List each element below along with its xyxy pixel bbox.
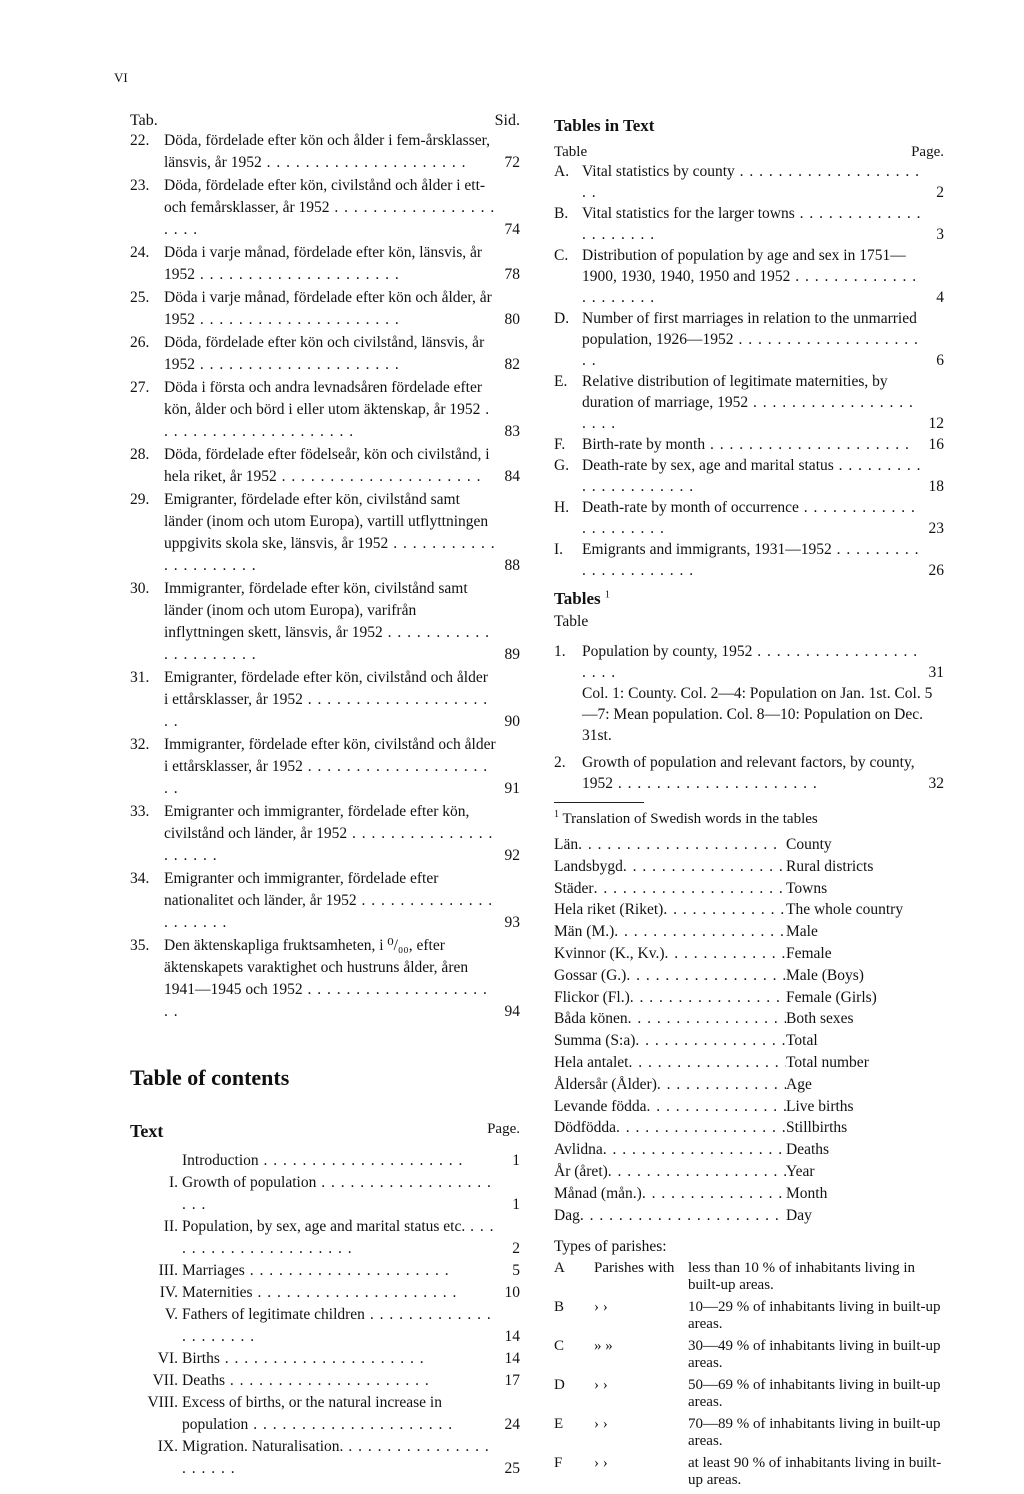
text-table-letter: C. — [554, 247, 569, 264]
glossary-english: Total — [786, 1032, 818, 1050]
glossary-swedish: Städer . . . — [554, 878, 786, 900]
table-page: 32 — [928, 775, 944, 792]
toc-text: Population, by sex, age and marital status etc. . . . — [182, 1216, 498, 1260]
entry-text: Immigranter, fördelade efter kön, civilstånd samt länder (inom och utom Europa), varifrån inflyttningen skett, länsvis, år 1952 . . . — [164, 578, 496, 666]
glossary-swedish: Hela riket (Riket) . . . — [554, 899, 786, 921]
glossary-row — [554, 1096, 944, 1118]
parish-type-letter: D › › — [554, 1377, 608, 1394]
toc-page-label: Page. — [487, 1121, 520, 1137]
toc-subheader — [130, 1121, 520, 1142]
entry-number: 28. — [130, 446, 150, 463]
parish-type-row — [554, 1455, 944, 1489]
parish-type-text: 70—89 % of inhabitants living in built-up areas. — [688, 1416, 941, 1450]
text-table-text: Emigrants and immigrants, 1931—1952 . . . — [582, 539, 922, 581]
tab-label: Tab. — [130, 112, 158, 129]
entry-text: Emigranter, fördelade efter kön, civilstånd och ålder i ettårsklasser, år 1952 . . . — [164, 667, 496, 733]
glossary-english: Female — [786, 944, 832, 962]
toc-text: Migration. Naturalisation. . . . — [182, 1436, 498, 1480]
table-page: 31 — [928, 664, 944, 681]
entry-text: Emigranter och immigranter, fördelade efter nationalitet och länder, år 1952 . . . — [164, 868, 496, 934]
list-item — [130, 868, 520, 934]
entry-number: 30. — [130, 580, 150, 597]
text-table-text: Birth-rate by month . . . — [582, 434, 922, 455]
glossary-english: The whole country — [786, 901, 904, 919]
tables-in-text-title: Tables in Text — [554, 116, 655, 135]
toc-item — [130, 1348, 520, 1370]
entry-page: 91 — [504, 780, 520, 797]
entry-page: 74 — [504, 221, 520, 238]
toc-text: Growth of population . . . — [182, 1172, 498, 1216]
toc-roman: IX. — [157, 1438, 178, 1455]
entry-page: 80 — [504, 311, 520, 328]
toc-page: 14 — [504, 1350, 520, 1367]
tables-list — [554, 641, 944, 794]
footnote: $^1$ Translation of Swedish words in the tables — [554, 809, 818, 827]
text-table-text: Distribution of population by age and sex in 1751—1900, 1930, 1940, 1950 and 1952 . . . — [582, 245, 922, 308]
text-table-page: 3 — [936, 226, 944, 243]
toc-item — [130, 1392, 520, 1436]
entry-number: 22. — [130, 132, 150, 149]
entry-text: Emigranter och immigranter, fördelade efter kön, civilstånd och länder, år 1952 . . . — [164, 801, 496, 867]
list-item — [130, 242, 520, 286]
glossary-swedish: Hela antalet . . . — [554, 1052, 786, 1074]
entry-text: Döda, fördelade efter kön och ålder i fem-årsklasser, länsvis, år 1952 . . . — [164, 130, 496, 174]
text-table-letter: A. — [554, 163, 570, 180]
entry-number: 33. — [130, 803, 150, 820]
toc-roman: IV. — [159, 1284, 178, 1301]
toc-item — [130, 1282, 520, 1304]
footnote-divider — [554, 802, 644, 803]
glossary-english: Day — [786, 1206, 812, 1224]
glossary-row — [554, 1205, 944, 1227]
entry-number: 34. — [130, 870, 150, 887]
glossary-swedish: Avlidna . . . — [554, 1139, 786, 1161]
toc-roman — [130, 1150, 182, 1172]
glossary-swedish: Levande födda . . . — [554, 1096, 786, 1118]
table-number: 1. — [554, 643, 566, 660]
entry-number: 23. — [130, 177, 150, 194]
glossary-row — [554, 965, 944, 987]
text-table-page: 12 — [928, 415, 944, 432]
text-table-page: 23 — [928, 520, 944, 537]
text-tables-list — [554, 161, 944, 581]
table-number: 2. — [554, 754, 566, 771]
toc-page: 25 — [504, 1460, 520, 1477]
glossary-swedish: Dag . . . — [554, 1205, 786, 1227]
text-table-text: Death-rate by sex, age and marital status . . . — [582, 455, 922, 497]
glossary-swedish: Män (M.) . . . — [554, 921, 786, 943]
list-item — [130, 667, 520, 733]
glossary-english: Male — [786, 923, 818, 941]
text-table-item — [554, 371, 944, 434]
list-item — [130, 130, 520, 174]
text-table-text: Death-rate by month of occurrence . . . — [582, 497, 922, 539]
glossary-english: Total number — [786, 1053, 869, 1071]
entry-text: Döda, fördelade efter kön och civilstånd, länsvis, år 1952 . . . — [164, 332, 496, 376]
glossary-english: Rural districts — [786, 857, 874, 875]
text-table-page: 6 — [936, 352, 944, 369]
entry-page: 83 — [504, 423, 520, 440]
toc-item — [130, 1150, 520, 1172]
text-table-item — [554, 161, 944, 203]
glossary-row — [554, 921, 944, 943]
text-table-text: Vital statistics by county . . . — [582, 161, 922, 203]
glossary-row — [554, 1008, 944, 1030]
toc-text: Births . . . — [182, 1348, 498, 1370]
text-table-item — [554, 497, 944, 539]
text-table-page: 2 — [936, 184, 944, 201]
entry-text: Den äktenskapliga fruktsamheten, i ⁰/₀₀, efter äktenskapets varaktighet och hustruns ålder, åren 1941—1945 och 1952 . . . — [164, 935, 496, 1023]
parish-type-letter: E › › — [554, 1416, 608, 1433]
toc-roman: VI. — [157, 1350, 178, 1367]
text-table-letter: G. — [554, 457, 570, 474]
text-table-letter: F. — [554, 436, 566, 453]
toc-page: 1 — [512, 1152, 520, 1169]
toc-page: 10 — [504, 1284, 520, 1301]
types-label: Types of parishes: — [554, 1238, 667, 1256]
page-label: Page. — [911, 144, 944, 160]
entry-page: 72 — [504, 154, 520, 171]
toc-text: Maternities . . . — [182, 1282, 498, 1304]
text-table-item — [554, 245, 944, 308]
toc-page: 14 — [504, 1328, 520, 1345]
text-table-text: Number of first marriages in relation to the unmarried population, 1926—1952 . . . — [582, 308, 922, 371]
right-column — [554, 116, 944, 1494]
text-table-item — [554, 455, 944, 497]
glossary-row — [554, 834, 944, 856]
entry-page: 84 — [504, 468, 520, 485]
parish-type-text: 10—29 % of inhabitants living in built-up areas. — [688, 1299, 941, 1333]
glossary-row — [554, 1139, 944, 1161]
glossary-row — [554, 899, 944, 921]
sid-label: Sid. — [494, 112, 520, 129]
glossary-row — [554, 943, 944, 965]
table-item — [554, 752, 944, 794]
toc-item — [130, 1172, 520, 1216]
toc-text: Marriages . . . — [182, 1260, 498, 1282]
list-item — [130, 287, 520, 331]
parish-type-row — [554, 1299, 944, 1333]
entry-number: 29. — [130, 491, 150, 508]
toc-roman: VIII. — [147, 1394, 178, 1411]
text-table-item — [554, 539, 944, 581]
toc-item — [130, 1216, 520, 1260]
glossary-swedish: Flickor (Fl.) . . . — [554, 987, 786, 1009]
toc-title: Table of contents — [130, 1065, 290, 1090]
entry-page: 94 — [504, 1003, 520, 1020]
entry-text: Döda i varje månad, fördelade efter kön, länsvis, år 1952 . . . — [164, 242, 496, 286]
glossary-row — [554, 1117, 944, 1139]
table-label: Table — [554, 144, 588, 160]
text-table-page: 26 — [928, 562, 944, 579]
text-table-letter: D. — [554, 310, 570, 327]
glossary-english: Male (Boys) — [786, 966, 864, 984]
glossary-row — [554, 1030, 944, 1052]
parish-type-text: less than 10 % of inhabitants living in built-up areas. — [688, 1260, 916, 1294]
glossary-english: Towns — [786, 879, 828, 897]
parish-type-row — [554, 1377, 944, 1411]
entry-number: 35. — [130, 937, 150, 954]
glossary-row — [554, 878, 944, 900]
toc-roman: V. — [164, 1306, 178, 1323]
text-table-text: Relative distribution of legitimate maternities, by duration of marriage, 1952 . . . — [582, 371, 922, 434]
entry-number: 31. — [130, 669, 150, 686]
entry-text: Döda i första och andra levnadsåren fördelade efter kön, ålder och börd i eller utom äktenskap, år 1952 . . . — [164, 377, 496, 443]
toc-text: Excess of births, or the natural increase in population . . . — [182, 1392, 498, 1436]
glossary-english: Month — [786, 1184, 828, 1202]
list-item — [130, 444, 520, 488]
entry-page: 82 — [504, 356, 520, 373]
text-table-item — [554, 203, 944, 245]
parish-type-letter: A Parishes with — [554, 1260, 675, 1277]
toc-page: 1 — [512, 1196, 520, 1213]
glossary-swedish: Månad (mån.) . . . — [554, 1183, 786, 1205]
parish-type-text: 30—49 % of inhabitants living in built-up areas. — [688, 1338, 941, 1372]
tables-in-text-subheader — [554, 144, 944, 161]
entry-page: 93 — [504, 914, 520, 931]
swedish-table-list — [130, 130, 520, 1023]
entry-number: 32. — [130, 736, 150, 753]
entry-page: 92 — [504, 847, 520, 864]
table-text: Growth of population and relevant factors, by county, 1952 . . . — [582, 752, 922, 794]
glossary-swedish: Dödfödda . . . — [554, 1117, 786, 1139]
text-table-page: 4 — [936, 289, 944, 306]
parish-type-row — [554, 1416, 944, 1450]
toc-page: 2 — [512, 1240, 520, 1257]
glossary-swedish: Båda könen . . . — [554, 1008, 786, 1030]
toc-text: Introduction . . . — [182, 1150, 498, 1172]
glossary-english: Deaths — [786, 1141, 830, 1159]
parish-type-text: 50—69 % of inhabitants living in built-up areas. — [688, 1377, 941, 1411]
entry-number: 27. — [130, 379, 150, 396]
text-table-text: Vital statistics for the larger towns . . . — [582, 203, 922, 245]
toc-roman: VII. — [152, 1372, 178, 1389]
list-item — [130, 377, 520, 443]
toc-roman: I. — [168, 1174, 178, 1191]
table-detail: Col. 1: County. Col. 2—4: Population on Jan. 1st. Col. 5—7: Mean population. Col. 8—10: Population on Dec. 31st. — [582, 685, 933, 744]
entry-text: Döda, fördelade efter födelseår, kön och civilstånd, i hela riket, år 1952 . . . — [164, 444, 496, 488]
entry-text: Emigranter, fördelade efter kön, civilstånd samt länder (inom och utom Europa), vartill utflyttningen uppgivits skola ske, länsvis, år 1952 . . . — [164, 489, 496, 577]
table-text: Population by county, 1952 . . . — [582, 641, 922, 683]
page-number: VI — [114, 70, 128, 85]
parish-type-row — [554, 1260, 944, 1294]
glossary-english: Year — [786, 1162, 815, 1180]
text-table-letter: I. — [554, 541, 564, 558]
glossary — [554, 834, 944, 1226]
glossary-english: Female (Girls) — [786, 988, 877, 1006]
text-table-letter: B. — [554, 205, 569, 222]
text-table-item — [554, 308, 944, 371]
glossary-swedish: År (året) . . . — [554, 1161, 786, 1183]
text-table-letter: H. — [554, 499, 570, 516]
glossary-row — [554, 1052, 944, 1074]
table-item — [554, 641, 944, 683]
toc-item — [130, 1436, 520, 1480]
text-table-page: 18 — [928, 478, 944, 495]
list-item — [130, 734, 520, 800]
list-item — [130, 801, 520, 867]
entry-text: Immigranter, fördelade efter kön, civilstånd och ålder i ettårsklasser, år 1952 . . . — [164, 734, 496, 800]
glossary-swedish: Summa (S:a) . . . — [554, 1030, 786, 1052]
parish-type-letter: B › › — [554, 1299, 608, 1316]
glossary-english: Live births — [786, 1097, 854, 1115]
list-item — [130, 332, 520, 376]
text-table-item — [554, 434, 944, 455]
parish-type-row — [554, 1338, 944, 1372]
parish-type-letter: C » » — [554, 1338, 613, 1355]
toc-item — [130, 1304, 520, 1348]
parish-type-letter: F › › — [554, 1455, 608, 1472]
toc-page: 5 — [512, 1262, 520, 1279]
list-item — [130, 935, 520, 1023]
entry-text: Döda i varje månad, fördelade efter kön och ålder, år 1952 . . . — [164, 287, 496, 331]
entry-number: 25. — [130, 289, 150, 306]
toc-text: Fathers of legitimate children . . . — [182, 1304, 498, 1348]
glossary-row — [554, 856, 944, 878]
toc-page: 17 — [504, 1372, 520, 1389]
entry-page: 90 — [504, 713, 520, 730]
glossary-english: Stillbirths — [786, 1119, 848, 1137]
entry-number: 24. — [130, 244, 150, 261]
tables-table-label: Table — [554, 613, 589, 630]
entry-page: 78 — [504, 266, 520, 283]
glossary-swedish: Landsbygd . . . — [554, 856, 786, 878]
toc-item — [130, 1260, 520, 1282]
glossary-swedish: Åldersår (Ålder) . . . — [554, 1074, 786, 1096]
toc-roman: III. — [158, 1262, 178, 1279]
tab-header — [130, 112, 520, 130]
toc-text-label: Text — [130, 1121, 164, 1141]
parish-type-text: at least 90 % of inhabitants living in built-up areas. — [688, 1455, 942, 1489]
entry-page: 88 — [504, 557, 520, 574]
glossary-row — [554, 1183, 944, 1205]
glossary-row — [554, 987, 944, 1009]
toc-text: Deaths . . . — [182, 1370, 498, 1392]
text-table-letter: E. — [554, 373, 568, 390]
toc-page: 24 — [504, 1416, 520, 1433]
tables-title: Tables $^1$ — [554, 589, 610, 608]
text-table-page: 16 — [928, 436, 944, 453]
glossary-english: County — [786, 836, 832, 853]
list-item — [130, 578, 520, 666]
entry-text: Döda, fördelade efter kön, civilstånd och ålder i ett- och femårsklasser, år 1952 . . . — [164, 175, 496, 241]
list-item — [130, 489, 520, 577]
entry-page: 89 — [504, 646, 520, 663]
parish-types — [554, 1260, 944, 1489]
glossary-english: Both sexes — [786, 1010, 854, 1028]
toc-roman: II. — [163, 1218, 178, 1235]
toc-list — [130, 1150, 520, 1480]
glossary-swedish: Län . . . — [554, 834, 786, 856]
glossary-row — [554, 1161, 944, 1183]
entry-number: 26. — [130, 334, 150, 351]
glossary-row — [554, 1074, 944, 1096]
toc-item — [130, 1370, 520, 1392]
glossary-english: Age — [786, 1075, 812, 1093]
list-item — [130, 175, 520, 241]
glossary-swedish: Kvinnor (K., Kv.) . . . — [554, 943, 786, 965]
glossary-swedish: Gossar (G.) . . . — [554, 965, 786, 987]
left-column — [130, 112, 520, 1480]
